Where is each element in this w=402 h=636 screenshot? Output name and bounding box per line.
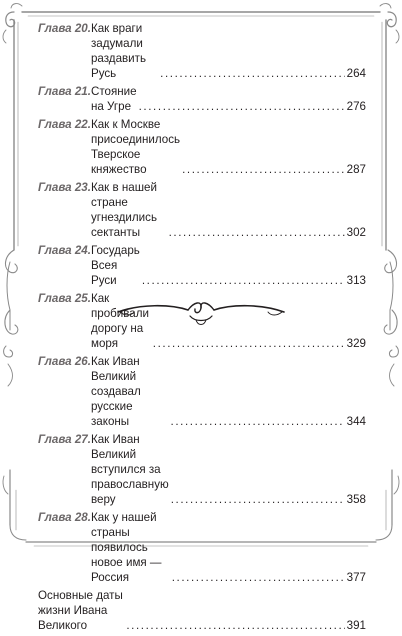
chapter-title: Как пробивали дорогу на моря (90, 292, 149, 350)
page-number: 264 (346, 67, 366, 80)
chapter-title: Как к Москве присоединилось Тверское княжество (90, 118, 181, 176)
chapter-title: Как Иван Великий вступился за православную веру (90, 433, 169, 506)
toc-entry (38, 588, 366, 633)
toc-entry (38, 180, 366, 240)
chapter-title: Стояние на Угре (90, 85, 137, 113)
table-of-contents (38, 21, 366, 636)
chapter-number: Глава 21. (38, 85, 91, 98)
toc-entry (38, 243, 366, 288)
page-number: 302 (346, 226, 366, 239)
dot-leader (171, 414, 345, 429)
chapter-number: Глава 26. (38, 355, 91, 368)
chapter-number: Глава 23. (38, 181, 91, 194)
dot-leader (171, 492, 345, 507)
toc-entry (38, 510, 366, 585)
dot-leader (169, 225, 345, 240)
toc-entry (38, 84, 366, 114)
chapter-number: Глава 20. (38, 22, 91, 35)
page-number: 377 (346, 571, 366, 584)
page-number: 329 (346, 337, 366, 350)
chapter-title: Как Иван Великий создавал русские законы (90, 355, 141, 428)
chapter-number: Глава 27. (38, 433, 91, 446)
dot-leader (139, 99, 345, 114)
dot-leader (182, 162, 345, 177)
toc-entry (38, 354, 366, 429)
dot-leader (160, 66, 345, 81)
toc-entry (38, 291, 366, 351)
page-number: 276 (346, 100, 366, 113)
dot-leader (142, 273, 345, 288)
toc-entry (38, 117, 366, 177)
toc-entry (38, 432, 366, 507)
chapter-title: Как у нашей страны появилось новое имя — Россия (90, 511, 162, 584)
chapter-number: Глава 22. (38, 118, 91, 131)
dot-leader (126, 618, 344, 633)
chapter-number: Глава 24. (38, 244, 91, 257)
chapter-title: Как враги задумали раздавить Русь (90, 22, 147, 80)
page-number: 313 (346, 274, 366, 287)
page-number: 287 (346, 163, 366, 176)
page-number: 358 (346, 493, 366, 506)
toc-entry (38, 21, 366, 81)
chapter-title: Как в нашей стране угнездились сектанты (90, 181, 157, 239)
chapter-title: Основные даты жизни Ивана Великого (38, 589, 123, 632)
dot-leader (172, 570, 345, 585)
chapter-number: Глава 25. (38, 292, 91, 305)
chapter-number: Глава 28. (38, 511, 91, 524)
dot-leader (153, 336, 345, 351)
page-number: 391 (346, 619, 366, 632)
page-number: 344 (346, 415, 366, 428)
chapter-title: Государь Всея Руси (90, 244, 140, 287)
